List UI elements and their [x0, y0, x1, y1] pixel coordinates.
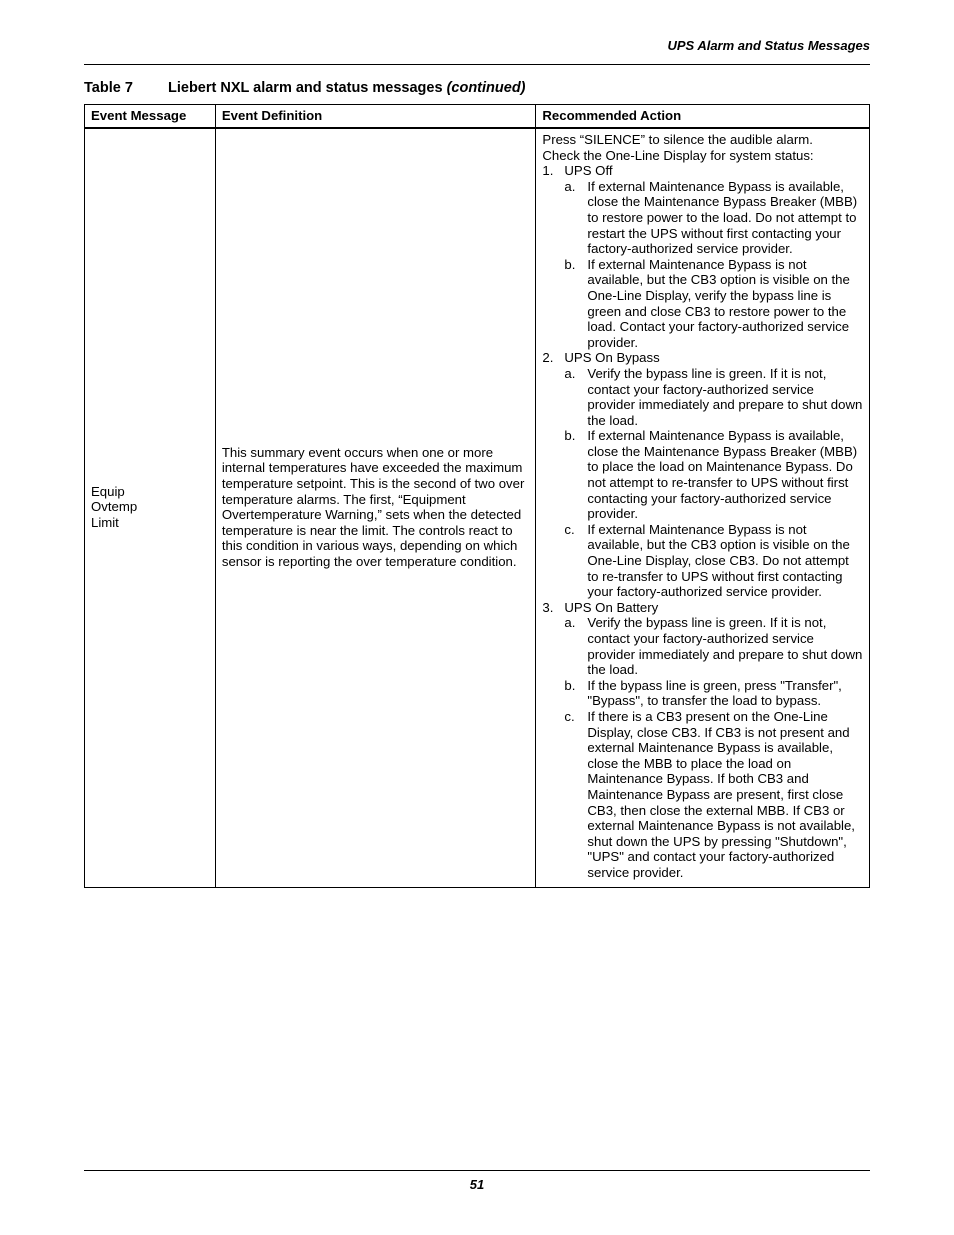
substep-letter: a.	[564, 178, 576, 194]
table-title: Liebert NXL alarm and status messages	[168, 80, 443, 96]
substep-letter: a.	[564, 365, 576, 381]
action-intro-line: Check the One-Line Display for system status:	[542, 147, 814, 163]
column-header-event-definition: Event Definition	[215, 105, 536, 129]
action-substep	[542, 366, 863, 428]
table-caption	[84, 80, 526, 96]
column-header-recommended-action: Recommended Action	[536, 105, 870, 129]
action-substep	[542, 179, 863, 257]
event-message-line: Equip	[91, 483, 125, 499]
action-step	[542, 350, 863, 366]
footer-divider	[84, 1170, 870, 1171]
action-substep	[542, 428, 863, 522]
action-step	[542, 600, 863, 616]
action-step	[542, 163, 863, 179]
substep-letter: c.	[564, 521, 575, 537]
table-header-row	[85, 105, 870, 129]
table-continued-note: (continued)	[446, 80, 526, 96]
recommended-action-cell	[536, 128, 870, 887]
alarm-messages-table	[84, 104, 870, 888]
substep-letter: b.	[564, 256, 576, 272]
event-message-cell	[85, 128, 216, 887]
page-number: 51	[469, 1177, 485, 1192]
action-substep	[542, 257, 863, 351]
action-intro-line: Press “SILENCE” to silence the audible alarm.	[542, 132, 813, 147]
substep-text: If external Maintenance Bypass is available, close the Maintenance Bypass Breaker (MBB) to place the load on Maintenance Bypass. Do not attempt to re-transfer to UPS without first contacting your factory-authorized service provider.	[587, 428, 858, 522]
substep-text: If there is a CB3 present on the One-Line Display, close CB3. If CB3 is not present and external Maintenance Bypass is available, close the MBB to place the load on Maintenance Bypass. If both CB3 and Maintenance Bypass are present, first close CB3, then close the external MBB. If CB3 or external Maintenance Bypass is not available, shut down the UPS by pressing "Shutdown", "UPS" and contact your factory-authorized service provider.	[587, 708, 855, 880]
step-label: UPS Off	[564, 163, 613, 179]
event-definition-cell	[215, 128, 536, 887]
substep-text: If the bypass line is green, press "Transfer", "Bypass", to transfer the load to bypass.	[587, 677, 842, 709]
step-label: UPS On Battery	[564, 599, 659, 615]
action-substep	[542, 678, 863, 709]
table-row	[85, 128, 870, 887]
step-number: 2.	[542, 350, 554, 366]
substep-text: Verify the bypass line is green. If it is not, contact your factory-authorized service provider immediately and prepare to shut down the load.	[587, 615, 863, 678]
action-substep	[542, 522, 863, 600]
event-message-line: Limit	[91, 515, 119, 531]
substep-text: Verify the bypass line is green. If it is not, contact your factory-authorized service provider immediately and prepare to shut down the load.	[587, 365, 863, 428]
running-header-title: UPS Alarm and Status Messages	[667, 38, 870, 53]
substep-letter: a.	[564, 615, 576, 631]
table-number: Table 7	[84, 80, 133, 96]
event-message-line: Ovtemp	[91, 499, 138, 515]
substep-text: If external Maintenance Bypass is not available, but the CB3 option is visible on the One-Line Display, verify the bypass line is green and close CB3 to restore power to the load. Contact your factory-authorized service provider.	[587, 256, 850, 350]
substep-text: If external Maintenance Bypass is not available, but the CB3 option is visible on the One-Line Display, close CB3. Do not attempt to re-transfer to UPS without first contacting your factory-authorized service provider.	[587, 521, 850, 600]
action-substep	[542, 615, 863, 677]
event-definition-text: This summary event occurs when one or more internal temperatures have exceeded the maximum temperature setpoint. This is the second of two over temperature alarms. The first, “Equipment Overtemperature Warning,” sets when the detected temperature is near the limit. The controls react to this condition in various ways, depending on which sensor is reporting the over temperature condition.	[221, 444, 525, 570]
action-substep	[542, 709, 863, 881]
substep-letter: b.	[564, 428, 576, 444]
substep-text: If external Maintenance Bypass is available, close the Maintenance Bypass Breaker (MBB) to restore power to the load. Do not attempt to restart the UPS without first contacting your factory-authorized service provider.	[587, 178, 858, 257]
column-header-event-message: Event Message	[85, 105, 216, 129]
step-number: 1.	[542, 163, 554, 179]
step-label: UPS On Bypass	[564, 350, 660, 366]
header-divider	[84, 64, 870, 65]
substep-letter: b.	[564, 677, 576, 693]
substep-letter: c.	[564, 708, 575, 724]
step-number: 3.	[542, 599, 554, 615]
